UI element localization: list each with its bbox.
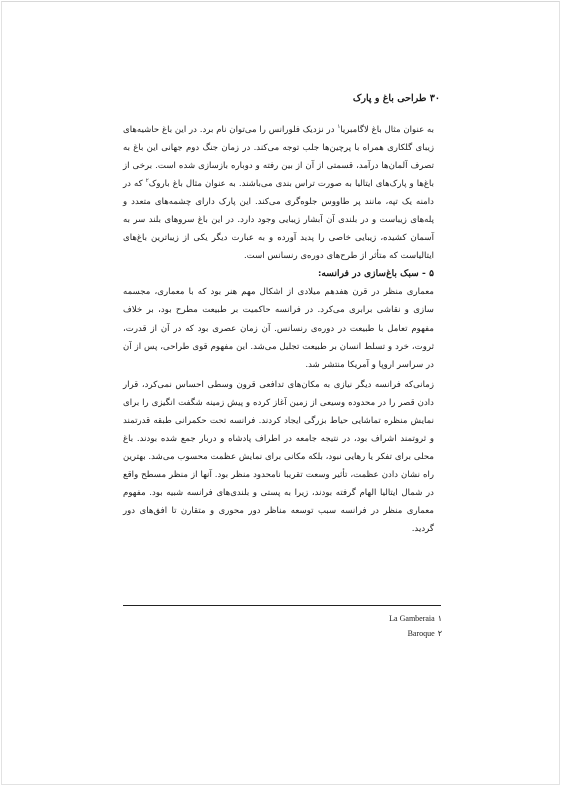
footnote-1 (0, 611, 442, 626)
paragraph-gamberaia (123, 121, 434, 265)
footnotes (0, 611, 442, 641)
footnote-ref-1: ۱ (337, 124, 341, 131)
footnote-number: ۲ (437, 629, 442, 638)
footnote-text: Baroque (407, 629, 435, 638)
paragraph-text: که در دامنه یک تپه، مانند پر طاووس جلوه‌گری می‌کند. این پارک دارای چشمه‌های متعدد و پله‌های زیباست و در بلندی آن آبشار زیبایی وجود دارد. در این باغ سروهای بلند سر به آسمان کشیده، زیبایی خاصی را پدید آورده و به عبارت دیگر یکی از زیباترین باغ‌های ایتالیاست که متأثر از طرح‌های دوره‌ی رنسانس است. (123, 179, 434, 262)
paragraph-french-landscape: معماری منظر در قرن هفدهم میلادی از اشکال مهم هنر بود که با معماری، مجسمه سازی و نقاشی برابری می‌کرد. در فرانسه حاکمیت بر طبیعت مطرح بود، بر خلاف مفهوم تعامل با طبیعت در دوره‌ی رنسانس. آن زمان عصری بود که در آن از قدرت، ثروت، خرد و تسلط انسان بر طبیعت تجلیل می‌شد. این مفهوم قوی طراحی، پس از آن در سراسر اروپا و آمریکا منتشر شد. (123, 287, 434, 370)
body-text (123, 121, 434, 538)
footnote-divider (123, 605, 441, 606)
footnote-number: ۱ (437, 614, 442, 623)
running-header (0, 93, 440, 104)
paragraph-text: در نزدیک فلورانس را می‌توان نام برد. در این باغ حاشیه‌های زیبای گلکاری همراه با پرچین‌ها جلب توجه می‌کند. در زمان جنگ دوم جهانی این باغ به تصرف آلمان‌ها درآمد، قسمتی از آن از بین رفته و دوباره بازسازی شده است. برخی از باغ‌ها و پارک‌های ایتالیا به صورت تراس بندی می‌باشند. به عنوان مثال باغ باروک (123, 125, 434, 190)
paragraph-text: به عنوان مثال باغ لاگامبریا (340, 125, 434, 135)
paragraph-french-palace: زمانی‌که فرانسه دیگر نیازی به مکان‌های تدافعی قرون وسطی احساس نمی‌کرد، قرار دادن قصر را در محدوده وسیعی از زمین آغاز کرده و پیش زمینه شگفت انگیزی را برای نمایش منظره تماشایی حیاط بزرگی ایجاد کردند. فرانسه تحت حکمرانی طبقه قدرتمند و ثروتمند اشراف بود، در نتیجه جامعه در اطراف پادشاه و دربار جمع شده بودند. باغ محلی برای تفکر یا رهایی نبود، بلکه مکانی برای نمایش عظمت محسوب می‌شد. بهترین راه نشان دادن عظمت، تأثیر وسعت تقریبا نامحدود منظر بود. آنها از منظر مسطح واقع در شمال ایتالیا الهام گرفته بودند، زیرا به پستی و بلندی‌های فرانسه شبیه بود. مفهوم معماری منظر در فرانسه سبب توسعه مناظر دور محوری و متقارن تا افق‌های دور گردید. (123, 379, 434, 535)
header-title: ۳۰ طراحی باغ و پارک (352, 93, 440, 104)
section-heading: ۵ - سبک باغ‌سازی در فرانسه: (317, 268, 434, 280)
footnote-text: La Gamberaia (389, 614, 435, 623)
footnote-2 (0, 626, 442, 641)
footnote-ref-2: ۲ (145, 178, 149, 185)
